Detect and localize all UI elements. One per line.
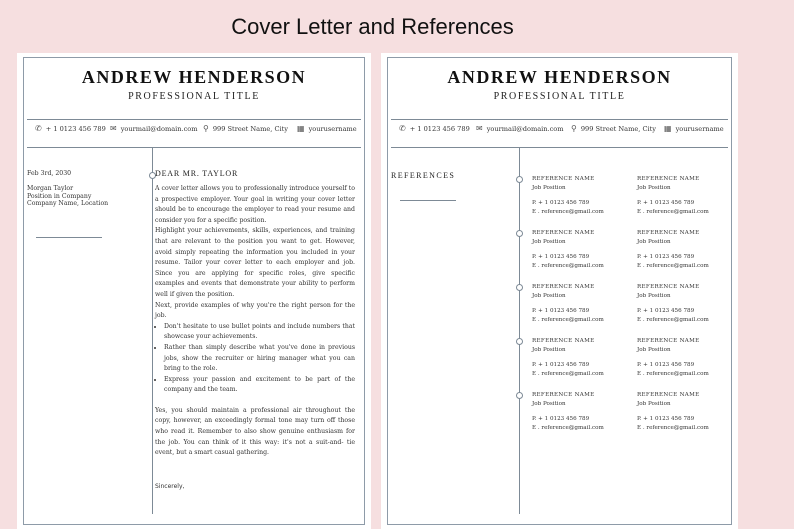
reference-phone: P. + 1 0123 456 789 (532, 200, 590, 207)
closing-paragraph: Yes, you should maintain a professional air throughout the copy, however, an exceedingly formal tone may turn off those who read it. Remember to also show genuine enthusiasm for the job. You can think of it this way: it's not a suit-and- tie event, but a smart casual gathering. (155, 406, 355, 457)
envelope-icon: ✉ (110, 124, 117, 133)
email-text: yourmail@domain.com (486, 124, 564, 133)
reference-email: E . reference@gmail.com (532, 424, 604, 431)
reference-entry (637, 229, 709, 270)
letter-date: Feb 3rd, 2030 (27, 170, 72, 177)
reference-position: Job Position (532, 400, 566, 407)
banner-title: Cover Letter and References (231, 14, 514, 39)
bullet-item: • Rather than simply describe what you've done in previous jobs, show the recruiter or hiring manager what you can bring to the role. (164, 343, 355, 375)
paragraph: Highlight your achievements, skills, experiences, and training that are relevant to the position you want to get. However, avoid simply repeating the information you included in your resume. Tailor your cover letter to each employer and job. Since you are applying for specific roles, give specific examples and events that demonstrate your ability to perform well if given the position. (155, 227, 355, 298)
location-pin-icon: ⚲ (571, 124, 577, 133)
contact-linkedin (664, 124, 724, 133)
name-heading: ANDREW HENDERSON (447, 67, 672, 87)
timeline-dot (516, 338, 523, 345)
accent-line (36, 237, 102, 238)
reference-email: E . reference@gmail.com (637, 208, 709, 215)
references-heading: REFERENCES (391, 171, 456, 180)
reference-position: Job Position (637, 184, 671, 191)
recipient-block (27, 170, 108, 208)
email-text: yourmail@domain.com (120, 124, 198, 133)
reference-phone: P. + 1 0123 456 789 (532, 254, 590, 261)
reference-name: REFERENCE NAME (532, 176, 595, 182)
reference-email: E . reference@gmail.com (637, 370, 709, 377)
recipient-name: Morgan Taylor (27, 184, 74, 192)
phone-text: + 1 0123 456 789 (409, 124, 470, 133)
timeline-dot (516, 176, 523, 183)
references-page (381, 53, 738, 529)
envelope-icon: ✉ (476, 124, 483, 133)
address-text: 999 Street Name, City (580, 124, 656, 133)
linkedin-icon: ▦ (297, 124, 305, 133)
reference-name: REFERENCE NAME (637, 176, 700, 182)
reference-phone: P. + 1 0123 456 789 (637, 416, 695, 423)
phone-text: + 1 0123 456 789 (45, 124, 106, 133)
letter-body (155, 184, 355, 459)
divider (27, 119, 361, 120)
reference-phone: P. + 1 0123 456 789 (532, 362, 590, 369)
reference-email: E . reference@gmail.com (532, 370, 604, 377)
contact-address (571, 124, 656, 133)
contact-email (476, 124, 564, 133)
linkedin-text: yourusername (675, 124, 724, 133)
divider (27, 147, 361, 148)
contact-address (203, 124, 288, 133)
reference-email: E . reference@gmail.com (532, 262, 604, 269)
reference-entry (532, 337, 604, 378)
bullet-list (155, 322, 355, 396)
reference-entry (637, 337, 709, 378)
reference-phone: P. + 1 0123 456 789 (637, 200, 695, 207)
recipient-position: Position in Company (27, 192, 92, 200)
reference-position: Job Position (637, 238, 671, 245)
reference-entry (532, 283, 604, 324)
reference-name: REFERENCE NAME (532, 338, 595, 344)
reference-position: Job Position (532, 346, 566, 353)
reference-entry (532, 229, 604, 270)
divider (391, 119, 728, 120)
salutation: DEAR MR. TAYLOR (155, 169, 239, 178)
reference-email: E . reference@gmail.com (532, 316, 604, 323)
reference-entry (532, 175, 604, 216)
reference-name: REFERENCE NAME (637, 392, 700, 398)
reference-entry (637, 175, 709, 216)
reference-phone: P. + 1 0123 456 789 (637, 308, 695, 315)
reference-name: REFERENCE NAME (637, 284, 700, 290)
timeline-dot (516, 230, 523, 237)
professional-title: PROFESSIONAL TITLE (493, 91, 626, 102)
timeline-line (519, 148, 520, 514)
reference-name: REFERENCE NAME (637, 338, 700, 344)
reference-position: Job Position (637, 292, 671, 299)
reference-email: E . reference@gmail.com (637, 316, 709, 323)
reference-position: Job Position (532, 292, 566, 299)
reference-position: Job Position (637, 400, 671, 407)
reference-entry (637, 283, 709, 324)
linkedin-icon: ▦ (664, 124, 672, 133)
reference-name: REFERENCE NAME (637, 230, 700, 236)
location-pin-icon: ⚲ (203, 124, 209, 133)
bullet-item: • Express your passion and excitement to be part of the company and the team. (164, 375, 355, 396)
reference-entry (532, 391, 604, 432)
recipient-company: Company Name, Location (27, 200, 109, 208)
contact-phone (35, 124, 106, 133)
phone-icon: ✆ (399, 124, 406, 133)
bullet-item: • Don't hesitate to use bullet points and include numbers that showcase your achievements. (164, 322, 355, 343)
reference-phone: P. + 1 0123 456 789 (532, 416, 590, 423)
contact-email (110, 124, 198, 133)
reference-phone: P. + 1 0123 456 789 (637, 254, 695, 261)
reference-name: REFERENCE NAME (532, 392, 595, 398)
phone-icon: ✆ (35, 124, 42, 133)
address-text: 999 Street Name, City (212, 124, 288, 133)
reference-name: REFERENCE NAME (532, 230, 595, 236)
reference-name: REFERENCE NAME (532, 284, 595, 290)
timeline-dot (516, 392, 523, 399)
reference-email: E . reference@gmail.com (532, 208, 604, 215)
reference-position: Job Position (532, 238, 566, 245)
linkedin-text: yourusername (308, 124, 357, 133)
reference-email: E . reference@gmail.com (637, 424, 709, 431)
contact-phone (399, 124, 470, 133)
name-heading: ANDREW HENDERSON (81, 67, 307, 87)
reference-position: Job Position (637, 346, 671, 353)
divider (391, 147, 728, 148)
reference-phone: P. + 1 0123 456 789 (532, 308, 590, 315)
reference-entry (637, 391, 709, 432)
cover-letter-page (17, 53, 371, 529)
paragraph: A cover letter allows you to professionally introduce yourself to a prospective employer. Your goal in writing your cover letter should be to encourage the employer to read your resume and consider you for a specific position. (155, 185, 355, 224)
contact-linkedin (297, 124, 357, 133)
reference-email: E . reference@gmail.com (637, 262, 709, 269)
reference-phone: P. + 1 0123 456 789 (637, 362, 695, 369)
sign-off: Sincerely, (155, 483, 185, 490)
timeline-dot (516, 284, 523, 291)
accent-line (400, 200, 456, 201)
professional-title: PROFESSIONAL TITLE (128, 91, 260, 102)
paragraph: Next, provide examples of why you're the right person for the job. (155, 301, 355, 320)
reference-position: Job Position (532, 184, 566, 191)
